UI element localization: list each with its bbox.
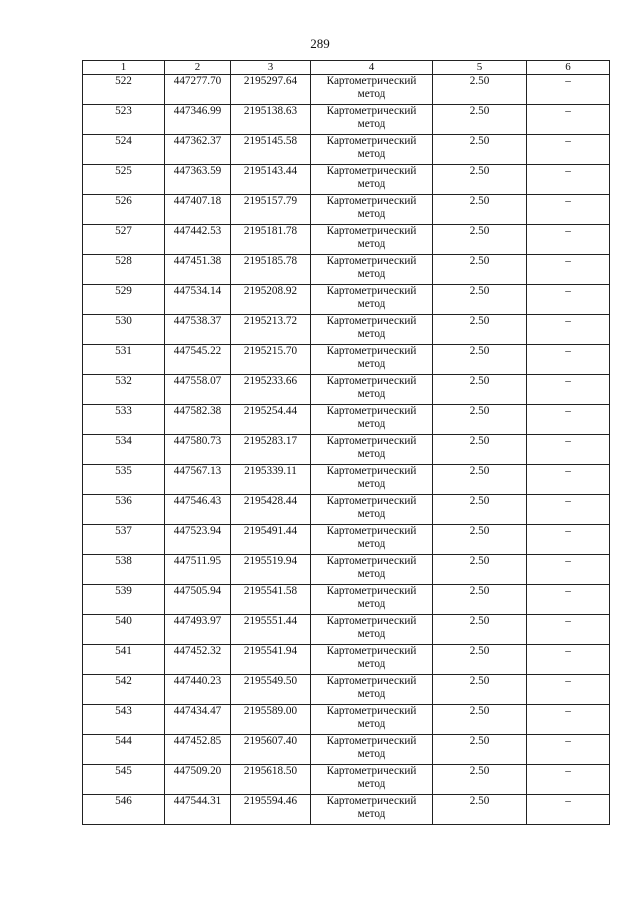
table-row xyxy=(83,435,610,465)
accuracy-cell: 2.50 xyxy=(433,645,527,675)
x-coordinate-cell: 447493.97 xyxy=(165,615,231,645)
point-number-cell: 531 xyxy=(83,345,165,375)
x-coordinate-cell: 447546.43 xyxy=(165,495,231,525)
table-row xyxy=(83,675,610,705)
column-header: 1 xyxy=(83,61,165,75)
x-coordinate-cell: 447544.31 xyxy=(165,795,231,825)
table-row xyxy=(83,225,610,255)
method-cell: Картометрический метод xyxy=(311,705,433,735)
y-coordinate-cell: 2195185.78 xyxy=(231,255,311,285)
table-row xyxy=(83,345,610,375)
table-row xyxy=(83,645,610,675)
y-coordinate-cell: 2195143.44 xyxy=(231,165,311,195)
point-number-cell: 544 xyxy=(83,735,165,765)
point-number-cell: 534 xyxy=(83,435,165,465)
accuracy-cell: 2.50 xyxy=(433,555,527,585)
x-coordinate-cell: 447523.94 xyxy=(165,525,231,555)
column-header: 2 xyxy=(165,61,231,75)
point-number-cell: 540 xyxy=(83,615,165,645)
y-coordinate-cell: 2195157.79 xyxy=(231,195,311,225)
x-coordinate-cell: 447511.95 xyxy=(165,555,231,585)
y-coordinate-cell: 2195618.50 xyxy=(231,765,311,795)
point-number-cell: 538 xyxy=(83,555,165,585)
accuracy-cell: 2.50 xyxy=(433,75,527,105)
y-coordinate-cell: 2195594.46 xyxy=(231,795,311,825)
note-cell: – xyxy=(527,705,610,735)
accuracy-cell: 2.50 xyxy=(433,465,527,495)
point-number-cell: 537 xyxy=(83,525,165,555)
table-row xyxy=(83,705,610,735)
note-cell: – xyxy=(527,105,610,135)
table-row xyxy=(83,375,610,405)
y-coordinate-cell: 2195181.78 xyxy=(231,225,311,255)
table-row xyxy=(83,525,610,555)
x-coordinate-cell: 447407.18 xyxy=(165,195,231,225)
table-row xyxy=(83,585,610,615)
point-number-cell: 527 xyxy=(83,225,165,255)
note-cell: – xyxy=(527,495,610,525)
x-coordinate-cell: 447277.70 xyxy=(165,75,231,105)
method-cell: Картометрический метод xyxy=(311,105,433,135)
accuracy-cell: 2.50 xyxy=(433,675,527,705)
accuracy-cell: 2.50 xyxy=(433,255,527,285)
x-coordinate-cell: 447538.37 xyxy=(165,315,231,345)
y-coordinate-cell: 2195607.40 xyxy=(231,735,311,765)
table-row xyxy=(83,555,610,585)
method-cell: Картометрический метод xyxy=(311,585,433,615)
y-coordinate-cell: 2195491.44 xyxy=(231,525,311,555)
note-cell: – xyxy=(527,135,610,165)
point-number-cell: 546 xyxy=(83,795,165,825)
note-cell: – xyxy=(527,165,610,195)
x-coordinate-cell: 447452.85 xyxy=(165,735,231,765)
note-cell: – xyxy=(527,795,610,825)
column-header: 5 xyxy=(433,61,527,75)
note-cell: – xyxy=(527,255,610,285)
method-cell: Картометрический метод xyxy=(311,75,433,105)
point-number-cell: 530 xyxy=(83,315,165,345)
table-row xyxy=(83,105,610,135)
table-body xyxy=(83,75,610,825)
point-number-cell: 523 xyxy=(83,105,165,135)
method-cell: Картометрический метод xyxy=(311,195,433,225)
x-coordinate-cell: 447451.38 xyxy=(165,255,231,285)
accuracy-cell: 2.50 xyxy=(433,585,527,615)
method-cell: Картометрический метод xyxy=(311,255,433,285)
method-cell: Картометрический метод xyxy=(311,135,433,165)
method-cell: Картометрический метод xyxy=(311,465,433,495)
accuracy-cell: 2.50 xyxy=(433,225,527,255)
table-row xyxy=(83,735,610,765)
x-coordinate-cell: 447434.47 xyxy=(165,705,231,735)
accuracy-cell: 2.50 xyxy=(433,135,527,165)
point-number-cell: 545 xyxy=(83,765,165,795)
x-coordinate-cell: 447558.07 xyxy=(165,375,231,405)
method-cell: Картометрический метод xyxy=(311,735,433,765)
accuracy-cell: 2.50 xyxy=(433,765,527,795)
point-number-cell: 526 xyxy=(83,195,165,225)
accuracy-cell: 2.50 xyxy=(433,375,527,405)
x-coordinate-cell: 447346.99 xyxy=(165,105,231,135)
note-cell: – xyxy=(527,675,610,705)
x-coordinate-cell: 447363.59 xyxy=(165,165,231,195)
y-coordinate-cell: 2195428.44 xyxy=(231,495,311,525)
method-cell: Картометрический метод xyxy=(311,225,433,255)
table-row xyxy=(83,165,610,195)
x-coordinate-cell: 447567.13 xyxy=(165,465,231,495)
y-coordinate-cell: 2195138.63 xyxy=(231,105,311,135)
y-coordinate-cell: 2195589.00 xyxy=(231,705,311,735)
point-number-cell: 528 xyxy=(83,255,165,285)
accuracy-cell: 2.50 xyxy=(433,315,527,345)
point-number-cell: 533 xyxy=(83,405,165,435)
note-cell: – xyxy=(527,765,610,795)
method-cell: Картометрический метод xyxy=(311,315,433,345)
point-number-cell: 522 xyxy=(83,75,165,105)
note-cell: – xyxy=(527,375,610,405)
method-cell: Картометрический метод xyxy=(311,345,433,375)
table-row xyxy=(83,495,610,525)
x-coordinate-cell: 447534.14 xyxy=(165,285,231,315)
y-coordinate-cell: 2195339.11 xyxy=(231,465,311,495)
y-coordinate-cell: 2195233.66 xyxy=(231,375,311,405)
y-coordinate-cell: 2195208.92 xyxy=(231,285,311,315)
method-cell: Картометрический метод xyxy=(311,435,433,465)
x-coordinate-cell: 447442.53 xyxy=(165,225,231,255)
accuracy-cell: 2.50 xyxy=(433,345,527,375)
x-coordinate-cell: 447440.23 xyxy=(165,675,231,705)
point-number-cell: 524 xyxy=(83,135,165,165)
note-cell: – xyxy=(527,75,610,105)
table-row xyxy=(83,75,610,105)
method-cell: Картометрический метод xyxy=(311,675,433,705)
accuracy-cell: 2.50 xyxy=(433,105,527,135)
accuracy-cell: 2.50 xyxy=(433,495,527,525)
y-coordinate-cell: 2195541.94 xyxy=(231,645,311,675)
note-cell: – xyxy=(527,345,610,375)
method-cell: Картометрический метод xyxy=(311,555,433,585)
x-coordinate-cell: 447509.20 xyxy=(165,765,231,795)
method-cell: Картометрический метод xyxy=(311,405,433,435)
accuracy-cell: 2.50 xyxy=(433,285,527,315)
method-cell: Картометрический метод xyxy=(311,645,433,675)
method-cell: Картометрический метод xyxy=(311,765,433,795)
accuracy-cell: 2.50 xyxy=(433,525,527,555)
table-header-row xyxy=(83,61,610,75)
y-coordinate-cell: 2195519.94 xyxy=(231,555,311,585)
table-row xyxy=(83,315,610,345)
method-cell: Картометрический метод xyxy=(311,285,433,315)
y-coordinate-cell: 2195283.17 xyxy=(231,435,311,465)
column-header: 3 xyxy=(231,61,311,75)
y-coordinate-cell: 2195145.58 xyxy=(231,135,311,165)
accuracy-cell: 2.50 xyxy=(433,195,527,225)
x-coordinate-cell: 447582.38 xyxy=(165,405,231,435)
note-cell: – xyxy=(527,435,610,465)
y-coordinate-cell: 2195551.44 xyxy=(231,615,311,645)
method-cell: Картометрический метод xyxy=(311,615,433,645)
table-row xyxy=(83,465,610,495)
table-row xyxy=(83,255,610,285)
accuracy-cell: 2.50 xyxy=(433,615,527,645)
column-header: 6 xyxy=(527,61,610,75)
table-row xyxy=(83,795,610,825)
method-cell: Картометрический метод xyxy=(311,165,433,195)
note-cell: – xyxy=(527,225,610,255)
accuracy-cell: 2.50 xyxy=(433,435,527,465)
method-cell: Картометрический метод xyxy=(311,375,433,405)
note-cell: – xyxy=(527,555,610,585)
note-cell: – xyxy=(527,585,610,615)
table-row xyxy=(83,285,610,315)
table-row xyxy=(83,405,610,435)
y-coordinate-cell: 2195541.58 xyxy=(231,585,311,615)
table-row xyxy=(83,195,610,225)
x-coordinate-cell: 447545.22 xyxy=(165,345,231,375)
accuracy-cell: 2.50 xyxy=(433,165,527,195)
note-cell: – xyxy=(527,645,610,675)
point-number-cell: 543 xyxy=(83,705,165,735)
y-coordinate-cell: 2195213.72 xyxy=(231,315,311,345)
accuracy-cell: 2.50 xyxy=(433,405,527,435)
coordinates-table xyxy=(82,60,610,825)
column-header: 4 xyxy=(311,61,433,75)
table-row xyxy=(83,765,610,795)
point-number-cell: 539 xyxy=(83,585,165,615)
table-row xyxy=(83,615,610,645)
y-coordinate-cell: 2195297.64 xyxy=(231,75,311,105)
point-number-cell: 541 xyxy=(83,645,165,675)
x-coordinate-cell: 447505.94 xyxy=(165,585,231,615)
y-coordinate-cell: 2195215.70 xyxy=(231,345,311,375)
accuracy-cell: 2.50 xyxy=(433,705,527,735)
note-cell: – xyxy=(527,195,610,225)
point-number-cell: 525 xyxy=(83,165,165,195)
point-number-cell: 535 xyxy=(83,465,165,495)
note-cell: – xyxy=(527,615,610,645)
x-coordinate-cell: 447362.37 xyxy=(165,135,231,165)
note-cell: – xyxy=(527,285,610,315)
point-number-cell: 529 xyxy=(83,285,165,315)
point-number-cell: 532 xyxy=(83,375,165,405)
method-cell: Картометрический метод xyxy=(311,795,433,825)
point-number-cell: 542 xyxy=(83,675,165,705)
y-coordinate-cell: 2195254.44 xyxy=(231,405,311,435)
note-cell: – xyxy=(527,525,610,555)
note-cell: – xyxy=(527,405,610,435)
page-number: 289 xyxy=(310,36,330,51)
method-cell: Картометрический метод xyxy=(311,495,433,525)
x-coordinate-cell: 447452.32 xyxy=(165,645,231,675)
point-number-cell: 536 xyxy=(83,495,165,525)
note-cell: – xyxy=(527,465,610,495)
table-row xyxy=(83,135,610,165)
note-cell: – xyxy=(527,315,610,345)
x-coordinate-cell: 447580.73 xyxy=(165,435,231,465)
y-coordinate-cell: 2195549.50 xyxy=(231,675,311,705)
method-cell: Картометрический метод xyxy=(311,525,433,555)
accuracy-cell: 2.50 xyxy=(433,735,527,765)
accuracy-cell: 2.50 xyxy=(433,795,527,825)
note-cell: – xyxy=(527,735,610,765)
